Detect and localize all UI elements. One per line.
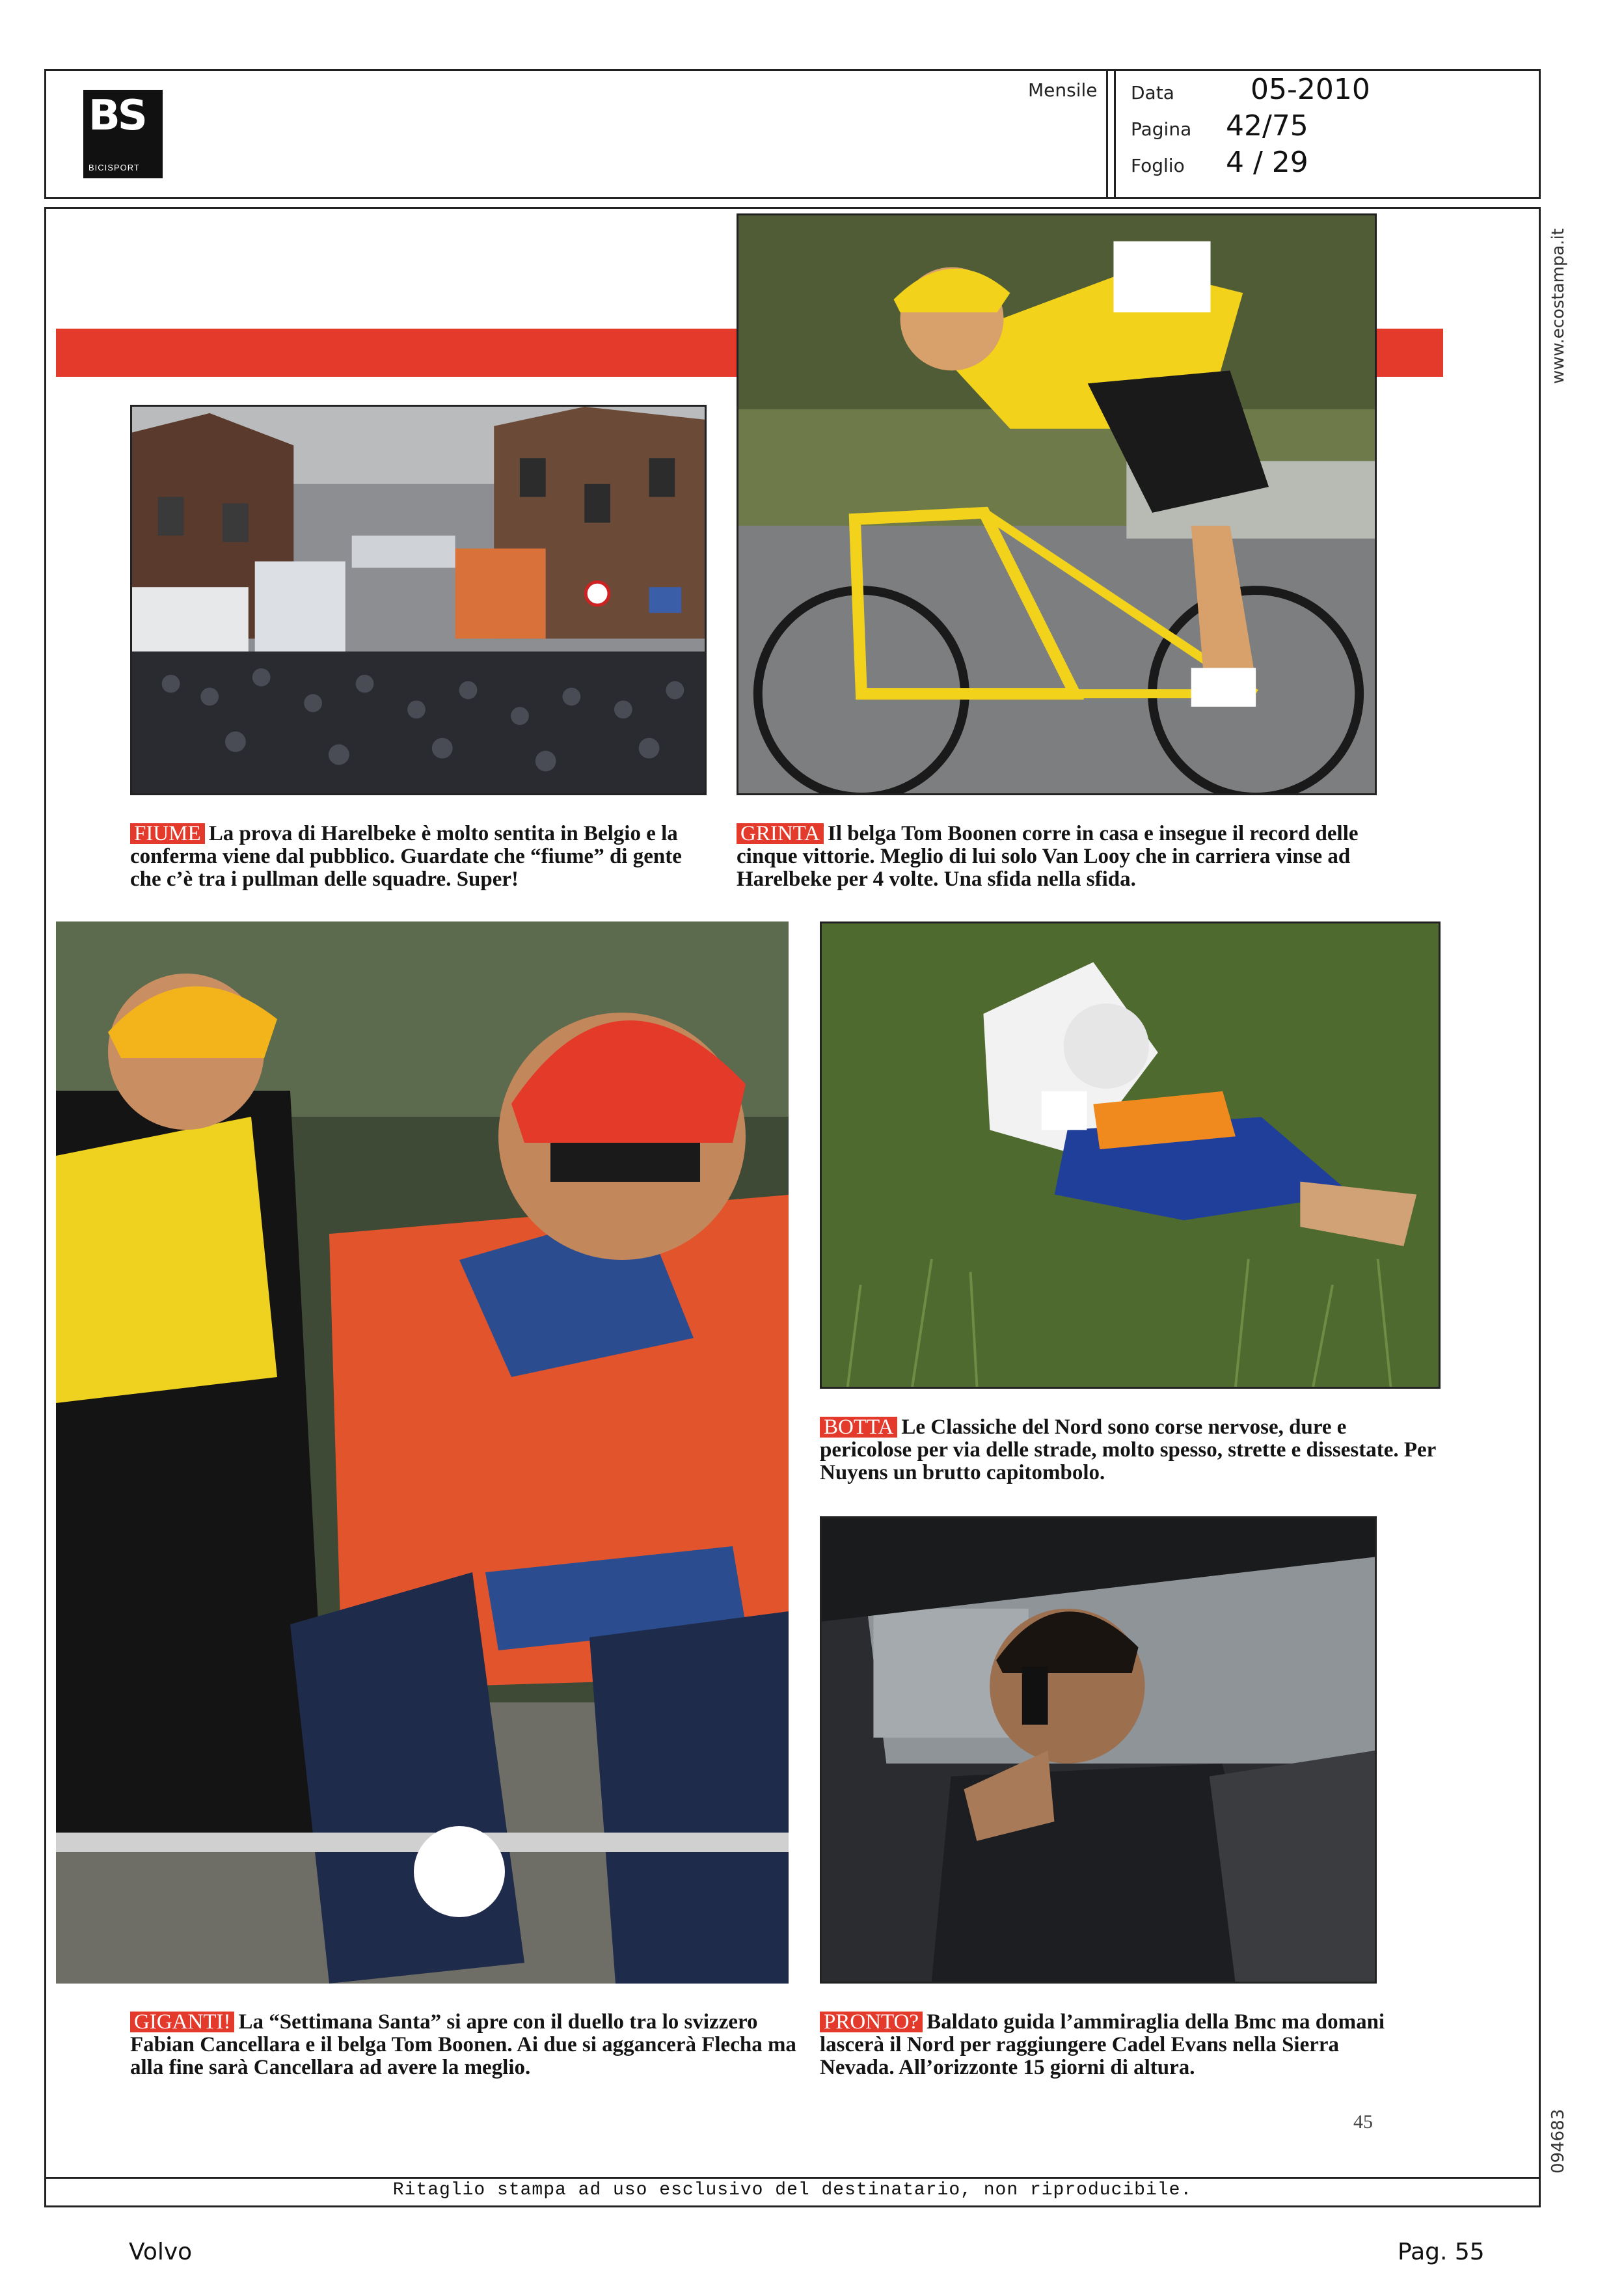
photo-baldato-car (820, 1516, 1377, 1984)
advertiser-name: Volvo (129, 2239, 193, 2265)
caption-text-botta: Le Classiche del Nord sono corse nervose, dure e pericolose per via delle strade, molto spesso, strette e dissestate. Per Nuyens un brutto capitombolo. (820, 1415, 1436, 1484)
footer-note: Ritaglio stampa ad uso esclusivo del destinatario, non riproducibile. (392, 2180, 1193, 2200)
photo-nuyens-crash (820, 921, 1441, 1389)
caption-text-giganti: La “Settimana Santa” si apre con il duello tra lo svizzero Fabian Cancellara e il belga Tom Boonen. Ai due si aggancerà Flecha ma alla fine sarà Cancellara ad avere la meglio. (130, 2010, 796, 2079)
pagina-value: 42/75 (1226, 109, 1308, 143)
data-value: 05-2010 (1251, 73, 1370, 106)
bicisport-logo (83, 90, 163, 178)
foglio-label: Foglio (1131, 155, 1185, 176)
clip-page-number: Pag. 55 (1398, 2239, 1485, 2265)
caption-grinta (737, 823, 1381, 891)
caption-botta (820, 1416, 1438, 1484)
frequency-label: Mensile (1028, 79, 1098, 101)
caption-tag-grinta: GRINTA (737, 823, 824, 844)
footer-divider (44, 2177, 1541, 2179)
photo-cancellara-boonen (56, 921, 789, 1984)
data-label: Data (1131, 82, 1174, 103)
caption-text-grinta: Il belga Tom Boonen corre in casa e insegue il record delle cinque vittorie. Meglio di lui solo Van Looy che in carriera vinse ad Harelbeke per 4 volte. Una sfida nella sfida. (737, 822, 1359, 891)
caption-tag-pronto: PRONTO? (820, 2012, 923, 2032)
caption-fiume (130, 823, 716, 891)
caption-text-pronto: Baldato guida l’ammiraglia della Bmc ma domani lascerà il Nord per raggiungere Cadel Evans nella Sierra Nevada. All’orizzonte 15 giorni di altura. (820, 2010, 1385, 2079)
photo-boonen-riding (737, 213, 1377, 795)
caption-tag-botta: BOTTA (820, 1417, 897, 1438)
pagina-label: Pagina (1131, 118, 1192, 140)
clip-code: 094683 (1549, 2108, 1568, 2174)
logo-letters: BS (88, 92, 145, 140)
caption-tag-fiume: FIUME (130, 823, 205, 844)
caption-pronto (820, 2011, 1386, 2079)
ecostampa-url: www.ecostampa.it (1549, 228, 1568, 384)
header-divider (1106, 69, 1108, 199)
caption-giganti (130, 2011, 800, 2079)
caption-text-fiume: La prova di Harelbeke è molto sentita in Belgio e la conferma viene dal pubblico. Guardate che “fiume” di gente che c’è tra i pullman delle squadre. Super! (130, 822, 682, 891)
foglio-value: 4 / 29 (1226, 146, 1308, 179)
caption-tag-giganti: GIGANTI! (130, 2012, 234, 2032)
photo-crowd-buses (130, 405, 707, 795)
logo-subtitle: BICISPORT (88, 163, 140, 172)
header-divider-2 (1114, 69, 1116, 199)
magazine-page-number: 45 (1353, 2111, 1373, 2133)
